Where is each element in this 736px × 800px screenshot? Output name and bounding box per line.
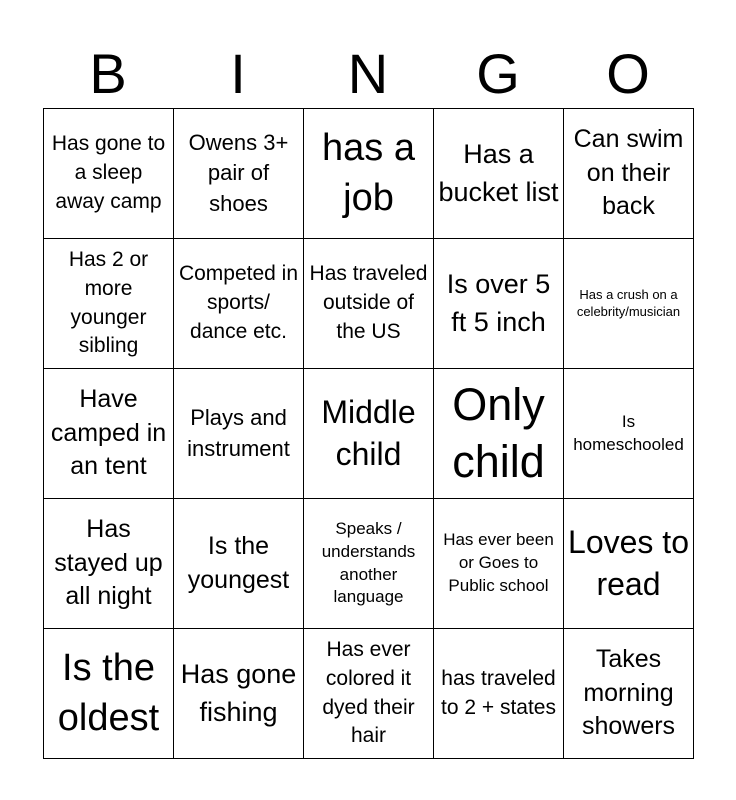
bingo-cell-r2-c2[interactable]: [304, 369, 434, 499]
cell-text: Is over 5 ft 5 inch: [446, 268, 551, 337]
bingo-cell-r2-c1[interactable]: [174, 369, 304, 499]
bingo-cell-r4-c0[interactable]: [44, 629, 174, 759]
bingo-cell-r2-c4[interactable]: [564, 369, 694, 499]
bingo-cell-r1-c3[interactable]: [434, 239, 564, 369]
bingo-cell-r1-c1[interactable]: [174, 239, 304, 369]
bingo-cell-r0-c3[interactable]: [434, 109, 564, 239]
cell-text: Has 2 or more younger sibling: [68, 247, 149, 358]
header-letter-o: O: [606, 42, 650, 105]
bingo-cell-r4-c2[interactable]: [304, 629, 434, 759]
header-letter-n: N: [347, 42, 389, 105]
cell-text: has traveled to 2 + states: [441, 666, 556, 719]
bingo-cell-r0-c0[interactable]: [44, 109, 174, 239]
bingo-cell-r3-c2[interactable]: [304, 499, 434, 629]
bingo-cell-r1-c2[interactable]: [304, 239, 434, 369]
cell-text: Has a crush on a celebrity/musician: [576, 287, 681, 319]
header-letter-g: G: [476, 42, 520, 105]
cell-text: Has gone fishing: [180, 658, 297, 727]
cell-text: Is the oldest: [57, 647, 160, 739]
bingo-header: [43, 40, 693, 108]
cell-text: Has traveled outside of the US: [309, 262, 428, 343]
cell-text: Middle child: [321, 393, 416, 472]
bingo-cell-r1-c4[interactable]: [564, 239, 694, 369]
bingo-cell-r3-c1[interactable]: [174, 499, 304, 629]
bingo-cell-r4-c1[interactable]: [174, 629, 304, 759]
bingo-cell-r3-c3[interactable]: [434, 499, 564, 629]
bingo-cell-r2-c3[interactable]: [434, 369, 564, 499]
cell-text: Can swim on their back: [573, 124, 684, 221]
cell-text: Speaks / understands another language: [321, 518, 416, 607]
bingo-cell-r0-c2[interactable]: [304, 109, 434, 239]
bingo-cell-r1-c0[interactable]: [44, 239, 174, 369]
cell-text: Is homeschooled: [573, 411, 684, 454]
cell-text: Takes morning showers: [581, 644, 676, 741]
header-letter-i: I: [230, 42, 246, 105]
cell-text: has a job: [322, 127, 415, 219]
cell-text: Have camped in an tent: [50, 384, 167, 481]
cell-text: Competed in sports/ dance etc.: [178, 262, 299, 343]
cell-text: Loves to read: [568, 523, 689, 602]
bingo-cell-r3-c4[interactable]: [564, 499, 694, 629]
cell-text: Is the youngest: [187, 531, 290, 594]
cell-text: Has ever been or Goes to Public school: [443, 530, 554, 595]
cell-text: Has ever colored it dyed their hair: [322, 637, 415, 748]
cell-text: Owens 3+ pair of shoes: [188, 129, 289, 216]
cell-text: Has stayed up all night: [54, 514, 163, 611]
bingo-cell-r0-c1[interactable]: [174, 109, 304, 239]
bingo-cell-r0-c4[interactable]: [564, 109, 694, 239]
bingo-cell-r4-c3[interactable]: [434, 629, 564, 759]
header-letter-b: B: [89, 42, 127, 105]
cell-text: Only child: [452, 379, 545, 487]
cell-text: Has a bucket list: [438, 138, 559, 207]
bingo-cell-r3-c0[interactable]: [44, 499, 174, 629]
bingo-cell-r2-c0[interactable]: [44, 369, 174, 499]
bingo-cell-r4-c4[interactable]: [564, 629, 694, 759]
cell-text: Plays and instrument: [187, 405, 290, 461]
bingo-board: [43, 108, 694, 759]
cell-text: Has gone to a sleep away camp: [51, 132, 166, 213]
